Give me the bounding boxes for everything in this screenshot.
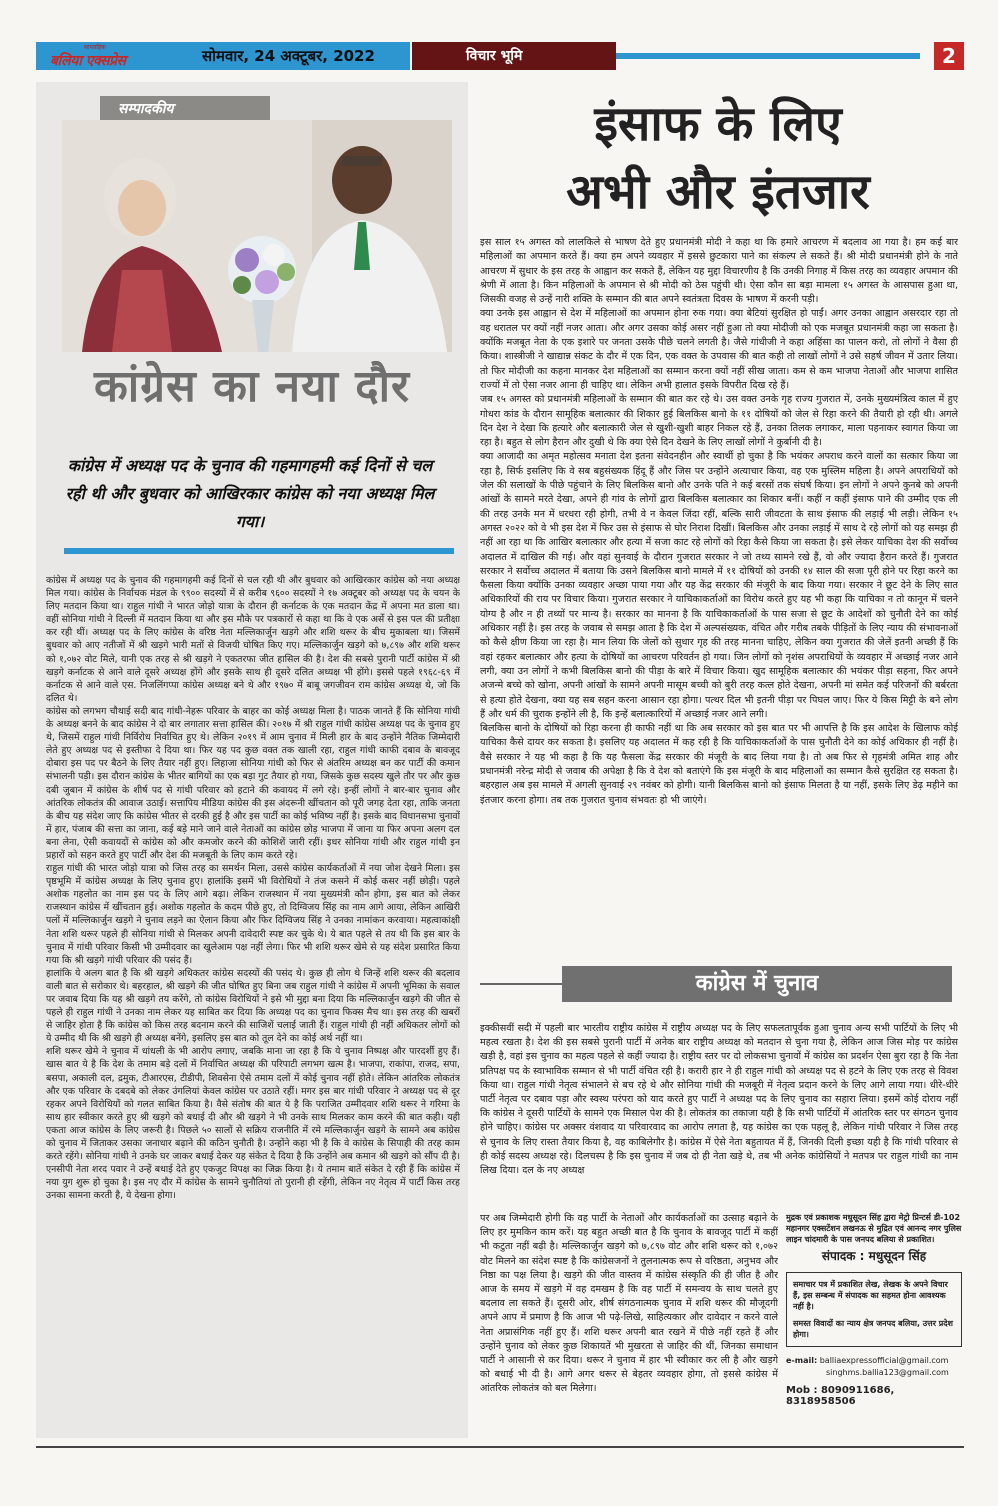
issue-date: सोमवार, 24 अक्टूबर, 2022 <box>202 47 375 65</box>
email-label: e-mail: <box>786 1356 818 1365</box>
editorial-label: सम्पादकीय <box>100 96 270 122</box>
editorial-paragraph: शशि थरूर खेमे ने चुनाव में धांधली के भी आरोप लगाए, जबकि माना जा रहा है कि ये चुनाव निष्पक्ष और पारदर्शी हुए हैं। खास बात ये है कि देश के तमाम बड़े दलों में निर्वाचित अध्यक्ष की परिपाटी लगभग खत्म है। भाजपा, राकांपा, राजद, सपा, बसपा, अकाली दल, द्रमुक, टीआरएस, टीडीपी, शिवसेना ऐसे तमाम दलों में कोई चुनाव नहीं होते। लेकिन आंतरिक लोकतंत्र और एक परिवार के दबदबे को लेकर उंगलियां केवल कांग्रेस पर उठाते रहीं। मगर इस बार गांधी परिवार ने अध्यक्ष पद से दूर रहकर अपने विरोधियों को गलत साबित किया है। वैसे संतोष की बात ये है कि पराजित उम्मीदवार शशि थरूर ने गरिमा के साथ हार स्वीकार करते हुए श्री खड़गे को बधाई दी और श्री खड़गे ने भी उनके साथ मिलकर काम करने की बात कही। यही एकता आज कांग्रेस के लिए जरूरी है। पिछले ५० सालों से सक्रिय राजनीति में रमे मल्लिकार्जुन खड़गे के सामने अब कांग्रेस को चुनाव में जिताकर उसका जनाधार बढ़ाने की कठिन चुनौती है। उन्होंने कहा भी है कि वे कांग्रेस के सिपाही की तरह काम करते रहेंगे। सोनिया गांधी ने उनके घर जाकर बधाई देकर यह संकेत दे दिया है कि उन्होंने अब कमान श्री खड़गे को सौंप दी है। एनसीपी नेता शरद पवार ने उन्हें बधाई देते हुए एकजुट विपक्ष का जिक्र किया है। ये तमाम बातें संकेत दे रही हैं कि कांग्रेस में नया युग शुरू हो चुका है। इस नए दौर में कांग्रेस के सामने चुनौतियां तो पुरानी ही रहेंगी, लेकिन नए नेतृत्व में पार्टी किस तरह उनका सामना करती है, ये देखना होगा। <box>46 1046 460 1202</box>
section2-body-wide <box>480 1022 958 1200</box>
masthead <box>36 42 964 70</box>
printer-line: मुद्रक एवं प्रकाशक मधुसूदन सिंह द्वारा मेट्रो प्रिन्टर्स डी-102 महानगर एक्सटेंशन लखनऊ से मुद्रित एवं आनन्द नगर पुलिस लाइन चांदमारी के पास जनपद बलिया से प्रकाशित। <box>786 1213 962 1244</box>
feature-headline <box>488 90 948 226</box>
section-label: विचार भूमि <box>412 42 616 70</box>
disclaimer-1: समाचार पत्र में प्रकाशित लेख, लेखक के अपने विचार हैं, इस सम्बन्ध में संपादक का सहमत होना आवश्यक नहीं है। <box>793 1280 948 1311</box>
photo-illustration <box>62 120 452 352</box>
editorial-headline: कांग्रेस का नया दौर <box>94 361 410 412</box>
section2-body-narrow <box>480 1212 778 1442</box>
editorial-paragraph: कांग्रेस को लगभग चौथाई सदी बाद गांधी-नेहरू परिवार के बाहर का कोई अध्यक्ष मिला है। पाठक जानते हैं कि सोनिया गांधी के अध्यक्ष बनने के बाद कांग्रेस ने दो बार लगातार सत्ता हासिल की। २०१७ में श्री राहुल गांधी कांग्रेस अध्यक्ष पद के चुनाव हुए थे, जिसमें राहुल गांधी निर्विरोध निर्वाचित हुए थे। लेकिन २०१९ में आम चुनाव में मिली हार के बाद उन्होंने नैतिक जिम्मेदारी लेते हुए अध्यक्ष पद से इस्तीफा दे दिया था। फिर यह पद कुछ वक्त तक खाली रहा, राहुल गांधी काफी दबाव के बावजूद दोबारा इस पद पर बैठने के लिए तैयार नहीं हुए। लिहाजा सोनिया गांधी को फिर से अंतरिम अध्यक्ष बन कर पार्टी की कमान संभालनी पड़ी। इस दौरान कांग्रेस के भीतर बागियों का एक बड़ा गुट तैयार हो गया, जिसके कुछ सदस्य खुले तौर पर और कुछ दबी जुबान में कांग्रेस के शीर्ष पद से गांधी परिवार को हटाने की कवायद में लगे रहे। इन्हीं लोगों ने बार-बार चुनाव और आंतरिक लोकतंत्र की आवाज उठाई। सत्तापिय मीडिया कांग्रेस की इस अंदरूनी खींचतान को पूरी जगह देता रहा, ताकि जनता के बीच यह संदेश जाए कि कांग्रेस भीतर से दरकी हुई है और इस पार्टी का कोई भविष्य नहीं है। इसके बाद विधानसभा चुनावों में हार, पंजाब की सत्ता का जाना, कई बड़े माने जाने वाले नेताओं का कांग्रेस छोड़ भाजपा में जाना या फिर अपना अलग दल बना लेना, ऐसी कवायदों से कांग्रेस को और कमजोर करने की कोशिशें जारी रहीं। इधर सोनिया गांधी और राहुल गांधी इन प्रहारों को सहन करते हुए पार्टी और देश की मजबूती के लिए काम करते रहे। <box>46 705 460 861</box>
feature-headline-line1: इंसाफ के लिए <box>594 96 842 152</box>
logo-name: बलिया एक्सप्रेस <box>50 53 126 69</box>
section2-paragraph: इक्कीसवीं सदी में पहली बार भारतीय राष्ट्रीय कांग्रेस में राष्ट्रीय अध्यक्ष पद के लिए सफलतापूर्वक हुआ चुनाव अन्य सभी पार्टियों के लिए भी महत्व रखता है। देश की इस सबसे पुरानी पार्टी में अनेक बार राष्ट्रीय अध्यक्ष को मतदान से चुना गया है, लेकिन आज जिस मोड़ पर कांग्रेस खड़ी है, वहां इस चुनाव का महत्व पहले से कहीं ज्यादा है। राष्ट्रीय स्तर पर दो लोकसभा चुनावों में कांग्रेस का प्रदर्शन ऐसा बुरा रहा है कि नेता प्रतिपक्ष पद के स्वाभाविक सम्मान से भी पार्टी वंचित रही है। करारी हार ने ही राहुल गांधी को अध्यक्ष पद से हटने के लिए एक तरह से विवश किया था। राहुल गांधी नेतृत्व संभालने से बच रहे थे और सोनिया गांधी की मजबूरी में नेतृत्व प्रदान करने के लिए आगे लाया गया। धीरे-धीरे पार्टी नेतृत्व पर दबाव पड़ा और स्वस्थ परंपरा को याद करते हुए पार्टी ने अध्यक्ष पद के लिए चुनाव का सहारा लिया। इसमें कोई दोराय नहीं कि कांग्रेस ने दूसरी पार्टियों के सामने एक मिसाल पेश की है। लोकतंत्र का तकाजा यही है कि सभी पार्टियों में आंतरिक स्तर पर संगठन चुनाव होने चाहिए। कांग्रेस पर अक्सर वंशवाद या परिवारवाद का आरोप लगता है, यह कांग्रेस का एक पहलू है, लेकिन गांधी परिवार ने जिस तरह से चुनाव के लिए रास्ता तैयार किया है, वह काबिलेगौर है। कांग्रेस में ऐसे नेता बहुतायत में हैं, जिनकी दिली इच्छा यही है कि गांधी परिवार से ही कोई सदस्य अध्यक्ष रहे। दिलचस्प है कि इस चुनाव में जब दो ही नेता खड़े थे, तब भी अनेक कांग्रेसियों ने मतपत्र पर राहुल गांधी का नाम लिख दिया। दल के नए अध्यक्ष <box>480 1023 958 1177</box>
masthead-rule <box>616 53 920 59</box>
page-number: 2 <box>934 42 964 70</box>
email-2[interactable]: singhms.ballia123@gmail.com <box>826 1368 949 1377</box>
feature-paragraph: जब १५ अगस्त को प्रधानमंत्री महिलाओं के सम्मान की बात कर रहे थे। उस वक्त उनके गृह राज्य गुजरात में, उनके मुख्यमंत्रित्व काल में हुए गोधरा कांड के दौरान सामूहिक बलात्कार की शिकार हुई बिलकिस बानो के ११ दोषियों को जेल से रिहा करने की तैयारी हो रही थी। अगले दिन देश ने देखा कि हत्यारे और बलात्कारी जेल से खुशी-खुशी बाहर निकल रहे हैं, उनका तिलक लगाकर, माला पहनाकर स्वागत किया जा रहा है। बहुत से लोग हैरान और दुखी थे कि क्या ऐसे दिन देखने के लिए लाखों लोगों ने कुर्बानी दी है। <box>480 394 958 449</box>
editorial-divider <box>64 548 454 554</box>
mobile-numbers: Mob : 8090911686, 8318958506 <box>786 1385 895 1407</box>
feature-headline-line2: अभी और इंतजार <box>566 164 870 220</box>
email-block <box>786 1355 962 1379</box>
editorial-paragraph: हालांकि ये अलग बात है कि श्री खड़गे अधिकतर कांग्रेस सदस्यों की पसंद थे। कुछ ही लोग थे जिन्हें शशि थरूर की बदलाव वाली बात से सरोकार थे। बहरहाल, श्री खड़गे की जीत घोषित हुए बिना जब राहुल गांधी ने कांग्रेस में अपनी भूमिका के सवाल पर जवाब दिया कि यह श्री खड़गे तय करेंगे, तो कांग्रेस विरोधियों ने इसे भी मुद्दा बना दिया कि मल्लिकार्जुन खड़गे की जीत से पहले ही राहुल गांधी ने उनका नाम लेकर यह साबित कर दिया कि अध्यक्ष पद का चुनाव फिक्स मैच था। इस तरह की खबरों से जाहिर होता है कि कांग्रेस को किस तरह बदनाम करने की साजिशें चलाई जाती हैं। राहुल गांधी ही नहीं अधिकतर लोगों को ये उम्मीद थी कि श्री खड़गे ही अध्यक्ष बनेंगे, इसलिए इस बात को तूल देने का कोई अर्थ नहीं था। <box>46 967 460 1045</box>
editorial-paragraph: कांग्रेस में अध्यक्ष पद के चुनाव की गहमागहमी कई दिनों से चल रही थी और बुधवार को आखिरकार कांग्रेस को नया अध्यक्ष मिल गया। कांग्रेस के निर्वाचक मंडल के ९९०० सदस्यों में से करीब ९६०० सदस्यों ने १७ अक्टूबर को अध्यक्ष पद के चयन के लिए मतदान किया था। राहुल गांधी ने भारत जोड़ो यात्रा के दौरान ही कर्नाटक के एक मतदान केंद्र में अपना मत डाला था। वहीं सोनिया गांधी ने दिल्ली में मतदान किया था और इस मौके पर पत्रकारों से कहा था कि वे एक अर्से से इस पल की प्रतीक्षा कर रही थीं। अध्यक्ष पद के लिए कांग्रेस के वरिष्ठ नेता मल्लिकार्जुन खड़गे और शशि थरूर के बीच मुकाबला था। जिसमें बुधवार को आए नतीजों में श्री खड़गे भारी मतों से विजयी घोषित किए गए। मल्लिकार्जुन खड़गे को ७,८९७ और शशि थरूर को १,०७२ वोट मिले, यानी एक तरह से श्री खड़गे ने एकतरफा जीत हासिल की है। देश की सबसे पुरानी पार्टी कांग्रेस में श्री खड़गे कर्नाटक से आने वाले दूसरे अध्यक्ष होंगे और इसके साथ ही दूसरे दलित अध्यक्ष भी होंगे। इससे पहले १९६८-६९ में कर्नाटक से आने वाले एस. निजलिंगप्पा कांग्रेस अध्यक्ष बने थे और १९७० में बाबू जगजीवन राम कांग्रेस अध्यक्ष थे, जो कि दलित थे। <box>46 575 460 704</box>
feature-paragraph: क्या आजादी का अमृत महोत्सव मनाता देश इतना संवेदनहीन और स्वार्थी हो चुका है कि भयंकर अपराध करने वालों का सत्कार किया जा रहा है, सिर्फ इसलिए कि वे सब बहुसंख्यक हिंदू हैं और जिस पर उन्होंने अत्याचार किया, वह एक मुस्लिम महिला है। अपने अपराधियों को जेल की सलाखों के पीछे पहुंचाने के लिए बिलकिस बानो और उनके पति ने कई बरसों तक संघर्ष किया। इन लोगों ने अपने कुनबे को अपनी आंखों के सामने मरते देखा, अपने ही गांव के लोगों द्वारा बिलकिस बलात्कार का शिकार बनीं। कहीं न कहीं इंसाफ पाने की उम्मीद एक ली की तरह उनके मन में धरधरा रही होगी, तभी वे न केवल जिंदा रहीं, बल्कि सारी जीवटता के साथ इंसाफ की लड़ाई भी लड़ी। लेकिन १५ अगस्त २०२२ को वे भी इस देश में फिर उस से इंसाफ से घोर निराश दिखीं। बिलकिस और उनका लड़ाई में साथ दे रहे लोगों को यह समझ ही नहीं आ रहा था कि आखिर बलात्कार और हत्या में सजा काट रहे लोगों को रिहा कैसे किया जा सकता है। इसे लेकर याचिका देश की सर्वोच्च अदालत में दाखिल की गई। और वहां सुनवाई के दौरान गुजरात सरकार ने जो तथ्य सामने रखे हैं, वो और ज्यादा हैरान करते हैं। गुजरात सरकार ने सर्वोच्च अदालत में बताया कि उसने बिलकिस बानो मामले में ११ दोषियों को उनकी १४ साल की सजा पूरी होने पर रिहा करने का फैसला किया क्योंकि उनका व्यवहार अच्छा पाया गया और यह केंद्र सरकार की मंजूरी के बाद किया गया। सरकार ने छूट देने के लिए सात अधिकारियों की राय पर विचार किया। गुजरात सरकार ने याचिकाकर्ताओं का विरोध करते हुए यह भी कहा कि याचिका न तो कानून में चलने योग्य है और न ही तथ्यों पर मान्य है। सरकार का मानना है कि याचिकाकर्ताओं के पास सजा से छूट के आदेशों को चुनौती देने का कोई अधिकार नहीं है। इस तरह के जवाब से समझ आता है कि देश में अल्पसंख्यक, वंचित और गरीब तबके पीड़ितों के लिए न्याय की संभावनाओं को कैसे क्षीण किया जा रहा है। मान लिया कि जेलों को सुधार गृह की तरह मानना चाहिए, लेकिन क्या गुजरात की जेलें इतनी अच्छी हैं कि वहां रहकर बलात्कार और हत्या के दोषियों का आचरण परिवर्तन हो गया। जिन लोगों को नृशंस अपराधियों के व्यवहार में अच्छाई नजर आने लगी, क्या उन लोगों ने कभी बिलकिस बानो की पीड़ा के बारे में विचार किया। खुद सामूहिक बलात्कार की भयंकर पीड़ा सहना, फिर अपने अजन्मे बच्चे को खोना, अपनी आंखों के सामने अपनी मासूम बच्ची को बुरी तरह कत्ल होते देखना, अपनी मां समेत कई परिजनों की बर्बरता से हत्या होते देखना, क्या यह सब सहन करना आसान रहा होगा। पत्थर दिल भी इतनी पीड़ा पर पिघल जाए। फिर ये किस मिट्टी के बने लोग हैं और धर्म की चुराक इन्होंने ली है, कि इन्हें बलात्कारियों में अच्छाई नजर आने लगी। <box>480 451 958 720</box>
section2-headline: कांग्रेस में चुनाव <box>562 966 952 1002</box>
section2-paragraph: पर अब जिम्मेदारी होगी कि वह पार्टी के नेताओं और कार्यकर्ताओं का उत्साह बढ़ाने के लिए हर मुमकिन काम करें। यह बहुत अच्छी बात है कि चुनाव के बावजूद पार्टी में कहीं भी कटुता नहीं बढ़ी है। मल्लिकार्जुन खड़गे को ७,८९७ वोट और शशि थरूर को १,०७२ वोट मिलने का संदेश स्पष्ट है कि कांग्रेसजनों ने तुलनात्मक रूप से वरिष्ठता, अनुभव और निष्ठा का पक्ष लिया है। खड़गे की जीत वास्तव में कांग्रेस संस्कृति की ही जीत है और आज के समय में खड़गे में वह दमखम है कि वह पार्टी में समन्वय के साथ चलते हुए बदलाव ला सकते हैं। दूसरी ओर, शीर्ष संगठनात्मक चुनाव में शशि थरूर की मौजूदगी अपने आप में प्रमाण है कि आज भी पढ़े-लिखे, साहित्यकार और दावेदार न करने वाले नेता अप्रासंगिक नहीं हुए हैं। शशि थरूर अपनी बात रखने में पीछे नहीं रहते हैं और उन्होंने चुनाव को लेकर कुछ शिकायतें भी मुखरता से जाहिर की थीं, जिनका समाधान पार्टी ने आसानी से कर दिया। थरूर ने चुनाव में हार भी स्वीकार कर ली है और खड़गे को बधाई भी दी है। आगे अगर थरूर से बेहतर व्यवहार होगा, तो इससे कांग्रेस में आंतरिक लोकतंत्र को बल मिलेगा। <box>480 1213 778 1395</box>
feature-paragraph: क्या उनके इस आह्वान से देश में महिलाओं का अपमान होना रुक गया। क्या बेटियां सुरक्षित हो पाईं। अगर उनका आह्वान असरदार रहा तो वह धरातल पर क्यों नहीं नजर आता। और अगर उसका कोई असर नहीं हुआ तो क्या मोदीजी को एक मजबूत प्रधानमंत्री कहा जा सकता है। क्योंकि मजबूत नेता के एक इशारे पर जनता उसके पीछे चलने लगती है। जैसे गांधीजी ने कहा अहिंसा का पालन करो, तो लोगों ने वैसा ही किया। शास्त्रीजी ने खाद्यान्न संकट के दौर में एक दिन, एक वक्त के उपवास की बात कही तो लाखों लोगों ने उसे सहर्ष जीवन में उतार लिया। तो फिर मोदीजी का कहना मानकर देश महिलाओं का सम्मान करना क्यों नहीं सीख जाता। कम से कम भाजपा नेताओं और भाजपा शासित राज्यों में तो ऐसा नजर आना ही चाहिए था। लेकिन अभी हालात इसके विपरीत दिख रहे हैं। <box>480 308 958 391</box>
logo-tagline: साप्ताहिक <box>84 44 106 51</box>
editorial-photo <box>62 120 452 352</box>
editor-name: संपादक : मधुसूदन सिंह <box>821 1249 927 1263</box>
section2-rule <box>480 983 562 985</box>
editorial-paragraph: राहुल गांधी की भारत जोड़ो यात्रा को जिस तरह का समर्थन मिला, उससे कांग्रेस कार्यकर्ताओं में नया जोश देखने मिला। इस पृष्ठभूमि में कांग्रेस अध्यक्ष के लिए चुनाव हुए। हालांकि इसमें भी विरोधियों ने तंज कसने में कोई कसर नहीं छोड़ी। पहले अशोक गहलोत का नाम इस पद के लिए आगे बढ़ा। लेकिन राजस्थान में नया मुख्यमंत्री कौन होगा, इस बात को लेकर राजस्थान कांग्रेस में खींचतान हुई। अशोक गहलोत के कदम पीछे हुए, तो दिग्विजय सिंह का नाम आगे आया, लेकिन आखिरी पलों में मल्लिकार्जुन खड़गे ने चुनाव लड़ने का ऐलान किया और फिर दिग्विजय सिंह ने उनका नामांकन करवाया। महत्वाकांक्षी नेता शशि थरूर पहले ही सोनिया गांधी से मिलकर अपनी दावेदारी स्पष्ट कर चुके थे। ये बात पहले से तय थी कि इस बार के चुनाव में गांधी परिवार किसी भी उम्मीदवार का खुलेआम पक्ष नहीं लेगा। फिर भी शशि थरूर खेमे से यह संदेश प्रसारित किया गया कि श्री खड़गे गांधी परिवार की पसंद हैं। <box>46 863 460 966</box>
bottom-rule <box>36 1446 964 1448</box>
feature-paragraph: इस साल १५ अगस्त को लालकिले से भाषण देते हुए प्रधानमंत्री मोदी ने कहा था कि हमारे आचरण में बदलाव आ गया है। हम कई बार महिलाओं का अपमान करते हैं। क्या हम अपने व्यवहार में इससे छुटकारा पाने का संकल्प ले सकते हैं। श्री मोदी प्रधानमंत्री होने के नाते आचरण में सुधार के इस तरह के आह्वान कर सकते हैं, लेकिन यह मुद्दा विचारणीय है कि उनकी निगाह में किस तरह का व्यवहार अपमान की श्रेणी में आता है। किन महिलाओं के अपमान से श्री मोदी को ठेस पहुंची थी। ऐसा कौन सा बड़ा मामला १५ अगस्त के आसपास हुआ था, जिसकी वजह से उन्हें नारी शक्ति के सम्मान की बात अपने स्वतंत्रता दिवस के भाषण में करनी पड़ी। <box>480 237 958 306</box>
disclaimer-2: समस्त विवादों का न्याय क्षेत्र जनपद बलिया, उत्तर प्रदेश होगा। <box>793 1319 953 1339</box>
disclaimer-box <box>786 1272 962 1347</box>
editorial-body <box>46 574 460 1424</box>
feature-paragraph: बिलकिस बानो के दोषियों को रिहा करना ही काफी नहीं था कि अब सरकार को इस बात पर भी आपत्ति है कि इस आदेश के खिलाफ कोई याचिका कैसे दायर कर सकता है। इसलिए यह अदालत में कह रही है कि याचिकाकर्ताओं के पास चुनौती देने का कोई अधिकार ही नहीं है। वैसे सरकार ने यह भी कहा है कि यह फैसला केंद्र सरकार की मंजूरी के बाद लिया गया है। तो अब फिर से गृहमंत्री अमित शाह और प्रधानमंत्री नरेन्द्र मोदी से जवाब की अपेक्षा है कि वे देश को बताएंगे कि इस मंजूरी के बाद महिलाओं का सम्मान कैसे सुरक्षित रह सकता है। बहरहाल अब इस मामले में अगली सुनवाई २९ नवंबर को होगी। यानी बिलकिस बानो को इंसाफ मिलता है या नहीं, इसके लिए डेढ़ महीने का इंतजार करना होगा। तब तक गुजरात चुनाव संभवतः हो भी जाएंगे। <box>480 723 958 806</box>
editorial-standfirst: कांग्रेस में अध्यक्ष पद के चुनाव की गहमागहमी कई दिनों से चल रही थी और बुधवार को आखिरकार कांग्रेस को नया अध्यक्ष मिल गया। <box>65 456 435 531</box>
newspaper-logo[interactable] <box>36 42 194 70</box>
email-1[interactable]: balliaexpressofficial@gmail.com <box>819 1356 949 1365</box>
feature-body <box>480 236 958 936</box>
imprint <box>786 1212 962 1442</box>
